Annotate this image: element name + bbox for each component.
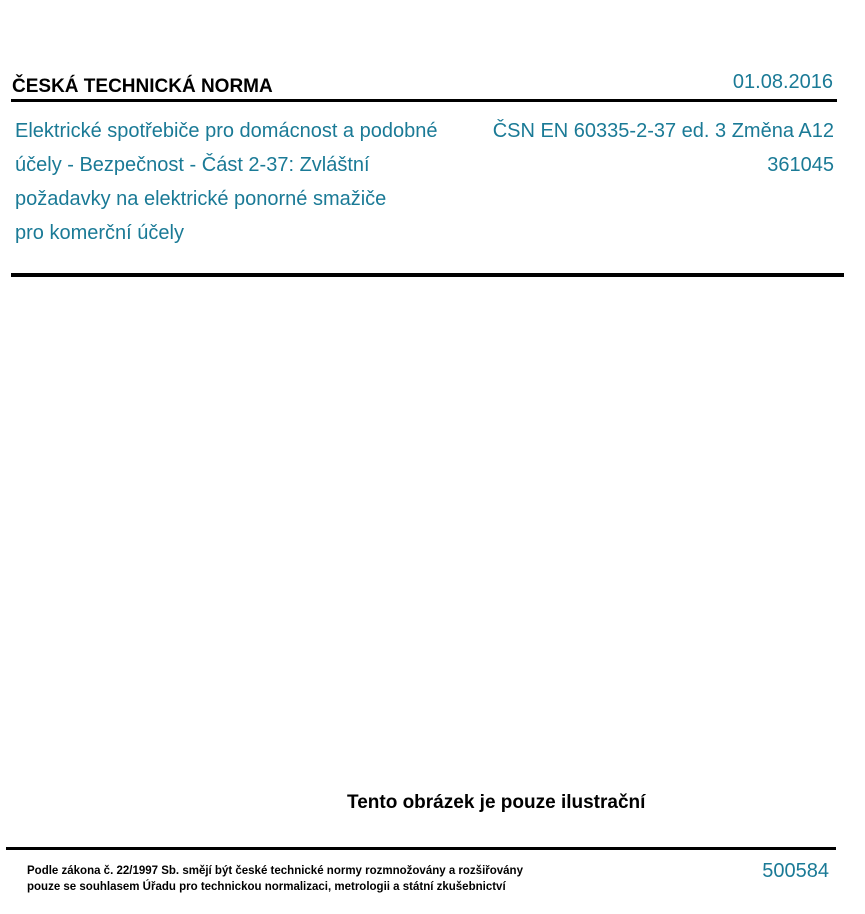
standard-title <box>15 114 438 250</box>
illustration-note: Tento obrázek je pouze ilustrační <box>347 792 646 813</box>
legal-note-line: pouze se souhlasem Úřadu pro technickou normalizaci, metrologii a státní zkušebnictví <box>27 881 506 893</box>
legal-note <box>27 863 523 895</box>
document-number: 500584 <box>762 860 829 882</box>
standard-title-line: Elektrické spotřebiče pro domácnost a podobné <box>15 120 438 142</box>
standard-title-line: účely - Bezpečnost - Část 2-37: Zvláštní <box>15 154 370 176</box>
title-divider <box>11 273 844 277</box>
legal-note-line: Podle zákona č. 22/1997 Sb. smějí být české technické normy rozmnožovány a rozšiřovány <box>27 865 523 877</box>
standard-title-line: požadavky na elektrické ponorné smažiče <box>15 188 387 210</box>
standard-designation: ČSN EN 60335-2-37 ed. 3 Změna A12 <box>492 120 834 142</box>
standard-title-line: pro komerční účely <box>15 222 184 244</box>
publication-date: 01.08.2016 <box>732 71 833 93</box>
header-divider <box>11 99 837 102</box>
standard-identifiers <box>493 114 834 182</box>
page-header-title: ČESKÁ TECHNICKÁ NORMA <box>12 76 273 97</box>
classification-code: 361045 <box>767 154 834 176</box>
footer-divider <box>6 847 836 850</box>
